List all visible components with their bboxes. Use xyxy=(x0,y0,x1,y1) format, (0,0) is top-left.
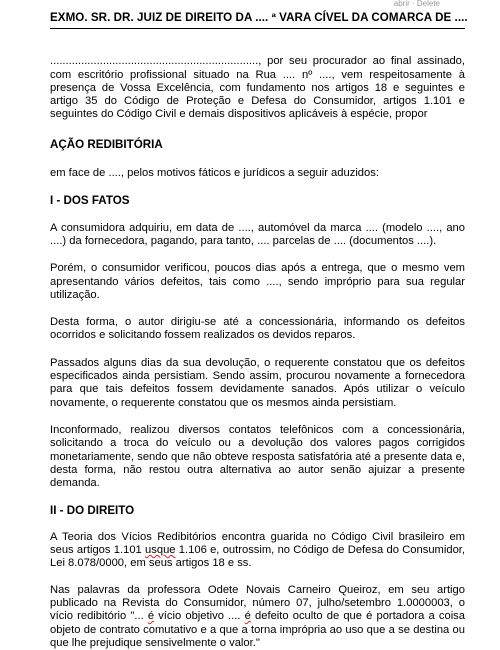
action-title: AÇÃO REDIBITÓRIA xyxy=(50,137,163,151)
facts-title: I - DOS FATOS xyxy=(50,194,130,208)
spellcheck-word[interactable]: é xyxy=(147,610,155,623)
facts-paragraph-1: A consumidora adquiriu, em data de ...., automóvel da marca .... (modelo ...., ano ....) da fornecedora, pagando, para tanto, .... parcelas de .... (documentos ....). xyxy=(50,221,465,247)
spellcheck-word[interactable]: usque xyxy=(145,544,176,557)
law-title: II - DO DIREITO xyxy=(50,504,135,518)
facts-paragraph-3: Desta forma, o autor dirigiu-se até a concessionária, informando os defeitos ocorridos e solicitando fossem realizados os devidos reparos. xyxy=(50,316,465,342)
document-page xyxy=(50,0,468,650)
facts-paragraph-4: Passados alguns dias da sua devolução, o requerente constatou que os defeitos especificados ainda persistiam. Sendo assim, procurou novamente a fornecedora para que tais defeitos fossem devidamente sanados. Após utilizar o veículo novamente, o requerente constatou que os mesmos ainda persistiam. xyxy=(50,356,465,409)
law-paragraph-1: A Teoria dos Vícios Redibitórios encontra guarida no Código Civil brasileiro em seus artigos 1.101 usque 1.106 e, outrossim, no Código de Defesa do Consumidor, Lei 8.078/0000, em seus artigos 18 e ss. xyxy=(50,530,466,570)
facts-paragraph-2: Porém, o consumidor verificou, poucos dias após a entrega, que o mesmo vem apresentando vários defeitos, tais como ...., sendo impróprio para sua regular utilização. xyxy=(50,262,465,301)
toolbar-fragment: abrir · Delete xyxy=(393,0,440,7)
document-heading: EXMO. SR. DR. JUIZ DE DIREITO DA .... ª VARA CÍVEL DA COMARCA DE .... xyxy=(50,11,468,24)
spellcheck-word[interactable]: é xyxy=(244,610,251,623)
against-paragraph: em face de ...., pelos motivos fáticos e jurídicos a seguir aduzidos: xyxy=(50,167,379,180)
intro-paragraph: ..................................................................., por seu procurador ao final assinado, com escritório profissional situado na Rua .... nº ...., vem respeitosamente à presença de Vossa Excelência, com fundamento nos artigos 18 e seguintes e artigo 35 do Código de Proteção e Defesa do Consumidor, artigos 1.101 e seguintes do Código Civil e demais dispositivos aplicáveis à espécie, propor xyxy=(50,55,465,121)
facts-paragraph-5: Inconformado, realizou diversos contatos telefônicos com a concessionária, solicitando a troca do veículo ou a devolução dos valores pagos corrigidos monetariamente, sendo que não obteve resposta satisfatória até a presente data e, desta forma, não restou outra alternativa ao autor senão ajuizar a presente demanda. xyxy=(50,423,465,490)
law-paragraph-2: Nas palavras da professora Odete Novais Carneiro Queiroz, em seu artigo publicado na Revista do Consumidor, número 07, julho/setembro 1.0000003, o vício redibitório "... é vício objetivo .... é defeito oculto de que é portadora a coisa objeto de contrato comutativo e a que a torna imprópria ao uso que a se destina ou que lhe prejudique sensivelmente o valor." xyxy=(50,583,465,649)
